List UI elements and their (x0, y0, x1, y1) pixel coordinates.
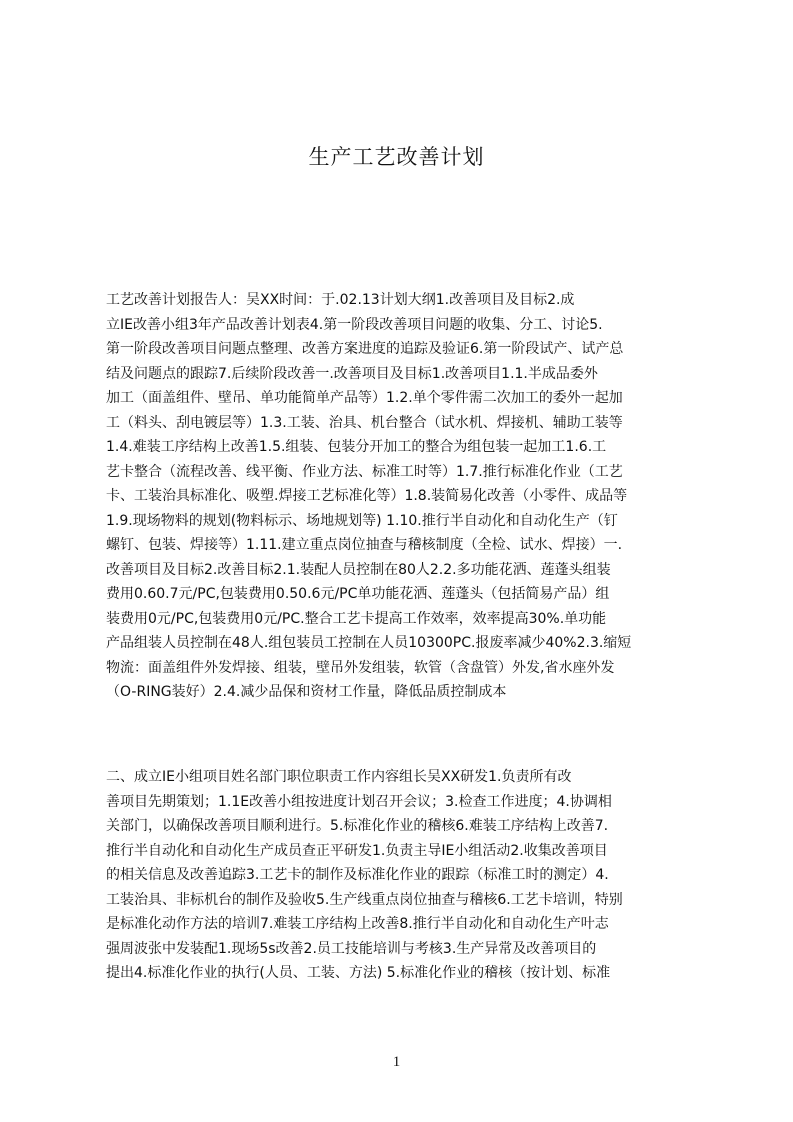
text-line: 善项目先期策划；1.1E改善小组按进度计划召开会议；3.检查工作进度；4.协调相 (106, 793, 612, 810)
text-line: 关部门，以确保改善项目顺利进行。5.标准化作业的稽核6.难装工序结构上改善7. (106, 818, 609, 834)
page-number: 1 (392, 1054, 401, 1070)
text-line: 1.4.难装工序结构上改善1.5.组装、包装分开加工的整合为组包装一起加工1.6.工 (106, 439, 607, 455)
text-line: 加工（面盖组件、壁吊、单功能简单产品等）1.2.单个零件需二次加工的委外一起加 (106, 390, 623, 406)
text-line: 工艺改善计划报告人：吴XX时间：于.02.13计划大纲1.改善项目及目标2.成 (106, 292, 575, 308)
text-line: 工装治具、非标机台的制作及验收5.生产线重点岗位抽查与稽核6.工艺卡培训，特别 (106, 891, 623, 908)
body-paragraph-1 (106, 288, 698, 705)
text-line: 费用0.60.7元/PC,包装费用0.50.6元/PC单功能花洒、莲蓬头（包括简易产品）组 (106, 586, 610, 602)
text-line: 立IE改善小组3年产品改善计划表4.第一阶段改善项目问题的收集、分工、讨论5. (106, 316, 603, 333)
text-line: 推行半自动化和自动化生产成员查正平研发1.负责主导IE小组活动2.收集改善项目 (106, 842, 608, 859)
text-line: 产品组装人员控制在48人.组包装员工控制在人员10300PC.报废率减少40%2.3.缩短 (106, 635, 632, 651)
text-line: 强周波张中发装配1.现场5s改善2.员工技能培训与考核3.生产异常及改善项目的 (106, 940, 597, 957)
text-line: 二、成立IE小组项目姓名部门职位职责工作内容组长吴XX研发1.负责所有改 (106, 769, 572, 785)
text-line: 1.9.现场物料的规划(物料标示、场地规划等) 1.10.推行半自动化和自动化生产（钉 (106, 512, 618, 529)
text-line: 第一阶段改善项目问题点整理、改善方案进度的追踪及验证6.第一阶段试产、试产总 (106, 341, 624, 357)
text-line: 螺钉、包装、焊接等）1.11.建立重点岗位抽查与稽核制度（全检、试水、焊接）一. (106, 537, 623, 553)
text-line: 艺卡整合（流程改善、线平衡、作业方法、标准工时等）1.7.推行标准化作业（工艺 (106, 463, 623, 480)
document-title: 生产工艺改善计划 (308, 145, 485, 169)
text-line: 物流：面盖组件外发焊接、组装，壁吊外发组装，软管（含盘管）外发,省水座外发 (106, 659, 615, 676)
text-line: （O-RING装好）2.4.减少品保和资材工作量，降低品质控制成本 (106, 684, 507, 700)
text-line: 装费用0元/PC,包装费用0元/PC.整合工艺卡提高工作效率，效率提高30%.单功能 (106, 610, 607, 627)
text-line: 结及问题点的跟踪7.后续阶段改善一.改善项目及目标1.改善项目1.1.半成品委外 (106, 365, 598, 382)
text-line: 卡、工装治具标准化、吸塑.焊接工艺标准化等）1.8.装简易化改善（小零件、成品等 (106, 488, 628, 504)
text-line: 的相关信息及改善追踪3.工艺卡的制作及标准化作业的跟踪（标准工时的测定）4. (106, 867, 609, 883)
text-line: 提出4.标准化作业的执行(人员、工装、方法) 5.标准化作业的稽核（按计划、标准 (106, 965, 611, 981)
text-line: 是标准化动作方法的培训7.难装工序结构上改善8.推行半自动化和自动化生产叶志 (106, 916, 609, 932)
body-paragraph-2 (106, 765, 698, 986)
text-line: 改善项目及目标2.改善目标2.1.装配人员控制在80人2.2.多功能花洒、莲蓬头组装 (106, 561, 611, 578)
text-line: 工（料头、刮电镀层等）1.3.工装、治具、机台整合（试水机、焊接机、辅助工装等 (106, 414, 623, 431)
